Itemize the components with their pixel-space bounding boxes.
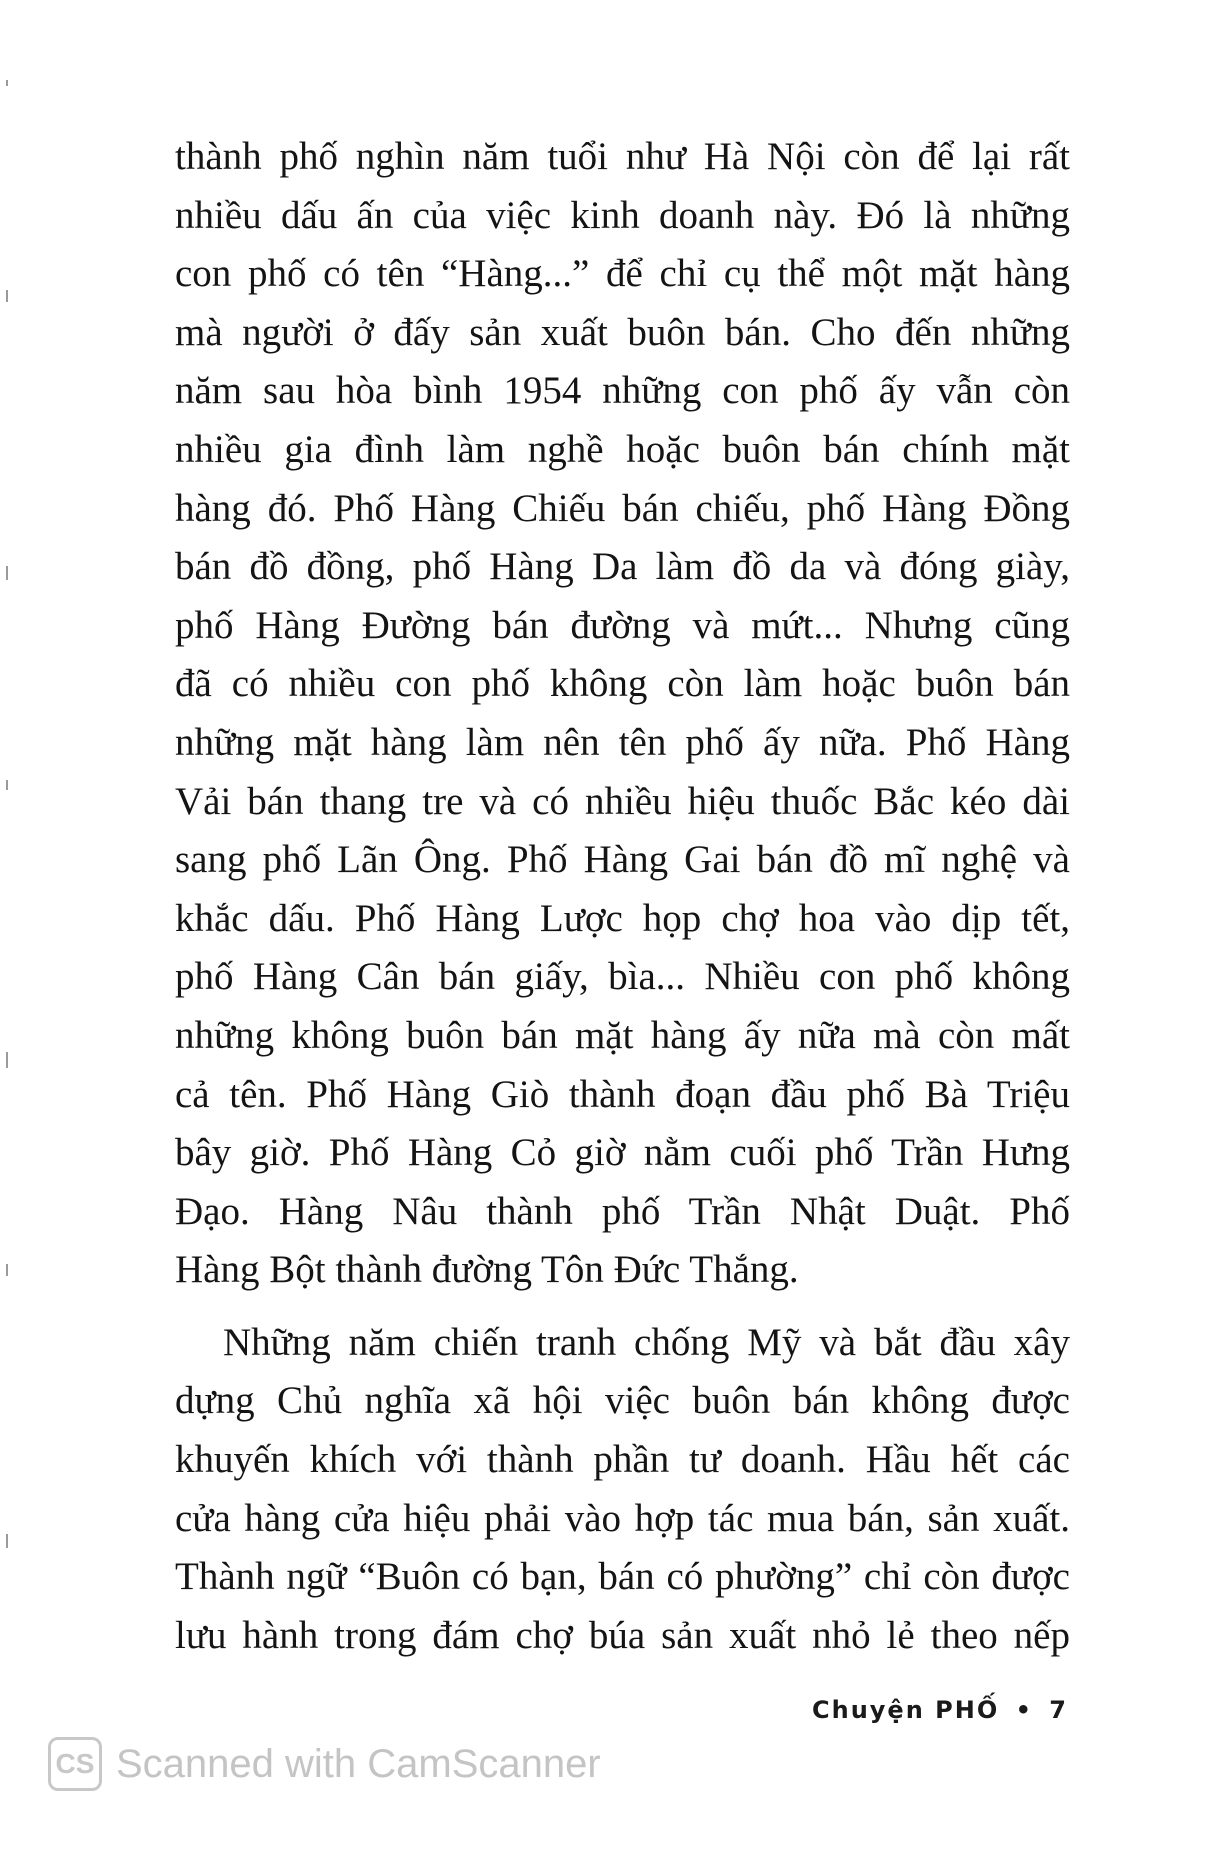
camscanner-logo-icon: CS — [48, 1737, 102, 1791]
paragraph-gap — [175, 1300, 1070, 1314]
text-line: bán đồ đồng, phố Hàng Da làm đồ da và đóng giày, — [175, 545, 1070, 589]
watermark-text: Scanned with CamScanner — [116, 1741, 601, 1786]
scan-edge-mark — [6, 290, 8, 302]
book-title: Chuyện PHỐ — [812, 1696, 1000, 1724]
paragraph-2 — [175, 1314, 1070, 1666]
text-line: phố Hàng Cân bán giấy, bìa... Nhiều con phố không — [175, 955, 1070, 999]
text-line: Những năm chiến tranh chống Mỹ và bắt đầu xây — [223, 1320, 1070, 1364]
text-line: Đạo. Hàng Nâu thành phố Trần Nhật Duật. Phố — [175, 1189, 1070, 1233]
text-line: con phố có tên “Hàng...” để chỉ cụ thể một mặt hàng — [175, 252, 1070, 296]
text-line: những mặt hàng làm nên tên phố ấy nữa. Phố Hàng — [175, 720, 1070, 764]
camscanner-watermark — [48, 1737, 601, 1791]
scan-edge-mark — [6, 1534, 8, 1548]
scan-edge-mark — [6, 1052, 8, 1068]
text-line: những không buôn bán mặt hàng ấy nữa mà còn mất — [175, 1013, 1070, 1057]
text-line: Thành ngữ “Buôn có bạn, bán có phường” chỉ còn được — [175, 1555, 1070, 1599]
scan-edge-mark — [6, 1264, 8, 1276]
scan-edge-mark — [6, 780, 8, 790]
scan-edge-mark — [6, 80, 8, 86]
separator-dot: • — [1015, 1696, 1033, 1724]
text-line: phố Hàng Đường bán đường và mứt... Nhưng cũng — [175, 603, 1070, 647]
text-line: thành phố nghìn năm tuổi như Hà Nội còn để lại rất — [175, 135, 1070, 178]
text-line: năm sau hòa bình 1954 những con phố ấy vẫn còn — [175, 369, 1070, 413]
text-line: đã có nhiều con phố không còn làm hoặc buôn bán — [175, 662, 1070, 706]
paragraph-1 — [175, 128, 1070, 1300]
text-line: nhiều dấu ấn của việc kinh doanh này. Đó là những — [175, 193, 1070, 237]
scan-edge-mark — [6, 566, 8, 580]
text-line: cả tên. Phố Hàng Giò thành đoạn đầu phố Bà Triệu — [175, 1072, 1070, 1116]
text-line: lưu hành trong đám chợ búa sản xuất nhỏ lẻ theo nếp — [175, 1613, 1070, 1657]
text-line: bây giờ. Phố Hàng Cỏ giờ nằm cuối phố Trần Hưng — [175, 1131, 1070, 1175]
text-line: cửa hàng cửa hiệu phải vào hợp tác mua bán, sản xuất. — [175, 1496, 1070, 1540]
text-line: sang phố Lãn Ông. Phố Hàng Gai bán đồ mĩ nghệ và — [175, 838, 1070, 882]
text-line: Vải bán thang tre và có nhiều hiệu thuốc Bắc kéo dài — [175, 779, 1070, 823]
text-line: khuyến khích với thành phần tư doanh. Hầu hết các — [175, 1438, 1070, 1482]
text-line: hàng đó. Phố Hàng Chiếu bán chiếu, phố Hàng Đồng — [175, 486, 1070, 530]
text-line: mà người ở đấy sản xuất buôn bán. Cho đến những — [175, 310, 1070, 354]
page-number: 7 — [1049, 1696, 1068, 1724]
text-line: nhiều gia đình làm nghề hoặc buôn bán chính mặt — [175, 427, 1070, 471]
page-footer — [812, 1696, 1068, 1724]
text-line: Hàng Bột thành đường Tôn Đức Thắng. — [175, 1248, 799, 1292]
page-body-text — [175, 128, 1070, 1665]
text-line: dựng Chủ nghĩa xã hội việc buôn bán không được — [175, 1379, 1070, 1423]
text-line: khắc dấu. Phố Hàng Lược họp chợ hoa vào dịp tết, — [175, 896, 1070, 940]
